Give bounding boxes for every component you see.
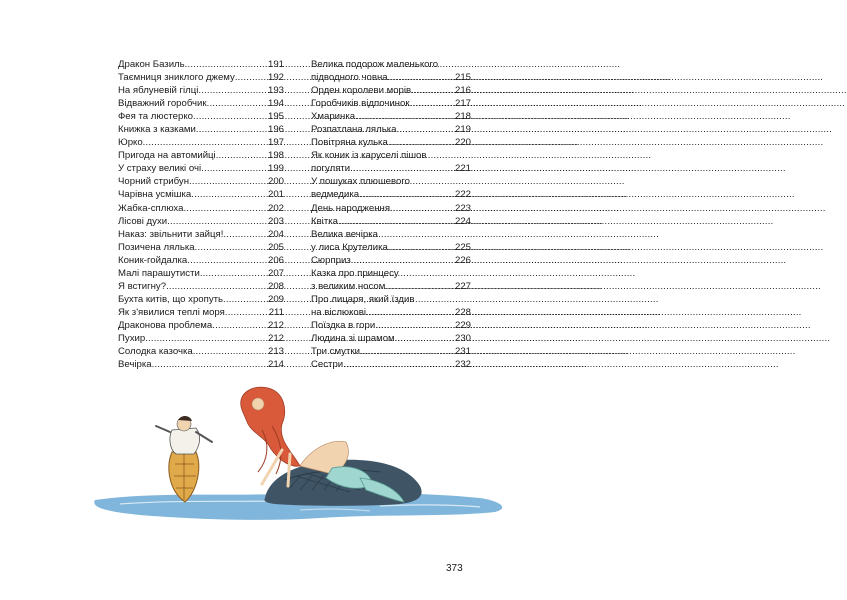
toc-left-column xyxy=(118,58,284,371)
toc-entry-title: Малі парашутисти xyxy=(118,267,200,279)
toc-entry-title: підводного човна xyxy=(311,72,388,84)
toc-entry-page: 215 xyxy=(454,72,471,84)
toc-entry-title: На яблуневій гілці xyxy=(118,85,199,97)
toc-dot-leader xyxy=(201,162,267,175)
toc-entry-page: 193 xyxy=(267,85,284,97)
toc-entry-title: у лиса Крутелика xyxy=(311,241,388,253)
toc-right-column xyxy=(311,58,471,371)
toc-entry-page: 197 xyxy=(267,137,284,149)
toc-entry-page: 200 xyxy=(267,176,284,188)
toc-entry-title: Поїздка в гори xyxy=(311,319,376,331)
boat-with-child xyxy=(156,416,212,502)
toc-dot-leader xyxy=(198,84,267,97)
toc-dot-leader xyxy=(396,123,454,136)
toc-dot-leader xyxy=(338,215,454,228)
toc-entry-page: 221 xyxy=(454,163,471,175)
toc-entry xyxy=(118,175,284,188)
toc-entry-title: Повітряна кулька xyxy=(311,137,388,149)
toc-entry xyxy=(118,358,284,371)
toc-entry-page: 223 xyxy=(454,202,471,214)
toc-entry-page: 214 xyxy=(267,359,284,371)
toc-entry xyxy=(118,149,284,162)
toc-entry-page: 228 xyxy=(454,306,471,318)
toc-entry-title: Таємниця зниклого джему xyxy=(118,72,235,84)
toc-entry-title: Орден королеви морів xyxy=(311,85,412,97)
toc-dot-leader xyxy=(360,345,454,358)
toc-entry xyxy=(118,254,284,267)
toc-dot-leader xyxy=(355,110,454,123)
toc-dot-leader xyxy=(191,188,267,201)
toc-dot-leader xyxy=(143,136,267,149)
toc-entry-page: 204 xyxy=(267,228,284,240)
toc-entry xyxy=(118,162,284,175)
toc-entry-title: Чорний стрибун xyxy=(118,176,190,188)
toc-entry-title: Сестри xyxy=(311,359,344,371)
toc-entry-title-line: Велика подорож маленького xyxy=(311,59,439,70)
toc-entry-title: погуляти xyxy=(311,163,351,175)
toc-entry-title: Бухта китів, що хропуть xyxy=(118,293,224,305)
toc-dot-leader xyxy=(196,123,267,136)
toc-entry xyxy=(311,110,471,123)
toc-entry-title: Фея та люстерко xyxy=(118,111,193,123)
toc-entry-title: ведмедика xyxy=(311,189,360,201)
toc-dot-leader xyxy=(395,332,454,345)
toc-entry xyxy=(311,97,471,110)
toc-dot-leader xyxy=(166,280,267,293)
toc-entry-page: 203 xyxy=(267,215,284,227)
toc-entry-title: Я встигну? xyxy=(118,280,167,292)
toc-dot-leader xyxy=(152,358,267,371)
toc-dot-leader xyxy=(223,293,267,306)
toc-entry-title: Горобчиків відпочинок xyxy=(311,98,410,110)
toc-entry-title-line: У пошуках плюшевого xyxy=(311,176,410,188)
toc-entry-title: Чарівна усмішка xyxy=(118,189,192,201)
toc-entry-page: 191 xyxy=(267,59,284,70)
toc-entry-title: У страху великі очі xyxy=(118,163,202,175)
toc-entry-page: 199 xyxy=(267,163,284,175)
toc-entry-page: 192 xyxy=(267,72,284,84)
toc-entry-title: з великим носом xyxy=(311,280,386,292)
toc-entry xyxy=(118,228,284,241)
toc-entry xyxy=(118,58,284,71)
toc-entry-page: 231 xyxy=(454,346,471,358)
toc-entry-page: 220 xyxy=(454,137,471,149)
toc-entry xyxy=(118,306,284,319)
toc-entry-title: Лісові духи xyxy=(118,215,168,227)
toc-entry xyxy=(311,332,471,345)
toc-entry-page: 211 xyxy=(268,306,284,318)
page-number: 373 xyxy=(446,563,463,574)
toc-entry-title-line: Про лицаря, який їздив xyxy=(311,293,415,305)
toc-entry-page: 209 xyxy=(267,293,284,305)
toc-dot-leader xyxy=(207,97,267,110)
toc-entry xyxy=(118,267,284,280)
toc-entry-page: 207 xyxy=(267,267,284,279)
toc-entry-title: День народження xyxy=(311,202,391,214)
toc-entry xyxy=(311,71,471,84)
toc-dot-leader xyxy=(351,254,454,267)
toc-dot-leader xyxy=(366,306,454,319)
toc-entry xyxy=(118,84,284,97)
toc-entry xyxy=(311,215,471,228)
toc-entry xyxy=(311,358,471,371)
toc-entry xyxy=(118,332,284,345)
toc-entry-page: 201 xyxy=(267,189,284,201)
toc-entry-title: Вечірка xyxy=(118,359,152,371)
toc-entry xyxy=(311,306,471,319)
toc-entry-page: 224 xyxy=(454,215,471,227)
toc-dot-leader xyxy=(193,345,267,358)
toc-entry-page: 196 xyxy=(267,124,284,136)
toc-entry-page: 202 xyxy=(267,202,284,214)
toc-entry-title: Квітка xyxy=(311,215,338,227)
toc-entry xyxy=(118,110,284,123)
toc-entry-page: 229 xyxy=(454,319,471,331)
toc-entry-title: Жабка-сплюха xyxy=(118,202,184,214)
toc-entry-page: 195 xyxy=(267,111,284,123)
toc-entry xyxy=(118,293,284,306)
toc-entry-page: 219 xyxy=(454,124,471,136)
toc-dot-leader xyxy=(216,149,267,162)
toc-entry xyxy=(311,319,471,332)
toc-entry xyxy=(118,280,284,293)
toc-dot-leader xyxy=(223,228,267,241)
toc-entry-title: Наказ: звільнити зайця! xyxy=(118,228,224,240)
toc-dot-leader xyxy=(187,254,267,267)
toc-dot-leader xyxy=(195,241,267,254)
toc-entry-title: Дракон Базиль xyxy=(118,59,185,70)
toc-entry-page: 230 xyxy=(454,332,471,344)
toc-entry-page: 198 xyxy=(267,150,284,162)
toc-entry xyxy=(311,188,471,201)
toc-entry-title: на віслюкові xyxy=(311,306,366,318)
toc-entry-page: 206 xyxy=(267,254,284,266)
toc-entry-page: 226 xyxy=(454,254,471,266)
toc-entry xyxy=(311,136,471,149)
toc-entry-title: Пухир xyxy=(118,332,146,344)
toc-entry-title: Розпатлана лялька xyxy=(311,124,397,136)
toc-entry xyxy=(118,97,284,110)
toc-entry-title: Позичена лялька xyxy=(118,241,195,253)
toc-entry-title: Хмаринка xyxy=(311,111,356,123)
toc-entry-page: 216 xyxy=(454,85,471,97)
toc-entry xyxy=(118,188,284,201)
toc-dot-leader xyxy=(385,280,454,293)
toc-dot-leader xyxy=(189,175,267,188)
toc-dot-leader xyxy=(390,202,454,215)
toc-dot-leader xyxy=(410,97,454,110)
toc-entry-title: Пригода на автомийці xyxy=(118,150,216,162)
toc-entry xyxy=(118,123,284,136)
toc-entry xyxy=(311,345,471,358)
toc-entry xyxy=(311,162,471,175)
toc-dot-leader xyxy=(388,71,454,84)
toc-entry-title: Драконова проблема xyxy=(118,319,213,331)
toc-entry-page: 208 xyxy=(267,280,284,292)
toc-entry-page: 225 xyxy=(454,241,471,253)
toc-dot-leader xyxy=(388,241,454,254)
toc-entry-title-line: Як коник із каруселі пішов xyxy=(311,150,427,162)
toc-entry xyxy=(118,319,284,332)
toc-entry xyxy=(311,123,471,136)
toc-dot-leader xyxy=(183,202,267,215)
toc-entry-title: Відважний горобчик xyxy=(118,98,207,110)
toc-entry-title: Людина зі шрамом xyxy=(311,332,395,344)
toc-dot-leader xyxy=(350,162,454,175)
toc-entry-title: Юрко xyxy=(118,137,143,149)
toc-entry xyxy=(311,280,471,293)
toc-dot-leader xyxy=(343,358,454,371)
toc-entry-page: 218 xyxy=(454,111,471,123)
toc-entry-page: 212 xyxy=(267,319,284,331)
toc-entry-page: 194 xyxy=(267,98,284,110)
toc-dot-leader xyxy=(235,71,267,84)
toc-entry xyxy=(118,241,284,254)
toc-dot-leader xyxy=(359,188,454,201)
toc-dot-leader xyxy=(375,319,454,332)
toc-entry-page: 227 xyxy=(454,280,471,292)
toc-entry-title: Солодка казочка xyxy=(118,346,193,358)
toc-entry-page: 217 xyxy=(454,98,471,110)
toc-dot-leader xyxy=(388,136,454,149)
toc-entry xyxy=(118,215,284,228)
toc-entry xyxy=(118,202,284,215)
toc-dot-leader xyxy=(193,110,267,123)
toc-entry-title-line: Казка про принцесу xyxy=(311,267,399,279)
toc-dot-leader xyxy=(225,306,268,319)
toc-entry-page: 213 xyxy=(267,346,284,358)
toc-entry-page: 205 xyxy=(267,241,284,253)
toc-entry-title: Як з'явилися теплі моря xyxy=(118,306,225,318)
toc-dot-leader xyxy=(167,215,267,228)
toc-entry xyxy=(311,241,471,254)
toc-entry-title-line: Велика вечірка xyxy=(311,228,378,240)
toc-dot-leader xyxy=(200,267,267,280)
toc-entry xyxy=(311,84,471,97)
toc-dot-leader xyxy=(212,319,267,332)
toc-entry-title: Коник-гойдалка xyxy=(118,254,188,266)
toc-entry-page: 232 xyxy=(454,359,471,371)
toc-dot-leader xyxy=(185,58,267,71)
toc-entry xyxy=(311,254,471,267)
toc-entry xyxy=(118,345,284,358)
toc-dot-leader xyxy=(145,332,267,345)
toc-entry-page: 222 xyxy=(454,189,471,201)
toc-entry-title: Три смутки xyxy=(311,346,360,358)
toc-entry-title: Книжка з казками xyxy=(118,124,196,136)
toc-entry-page: 212 xyxy=(267,332,284,344)
toc-entry xyxy=(118,136,284,149)
toc-entry-title: Сюрприз xyxy=(311,254,351,266)
toc-dot-leader xyxy=(411,84,454,97)
toc-entry xyxy=(311,202,471,215)
toc-entry xyxy=(118,71,284,84)
mermaid-whale-illustration xyxy=(0,380,600,540)
